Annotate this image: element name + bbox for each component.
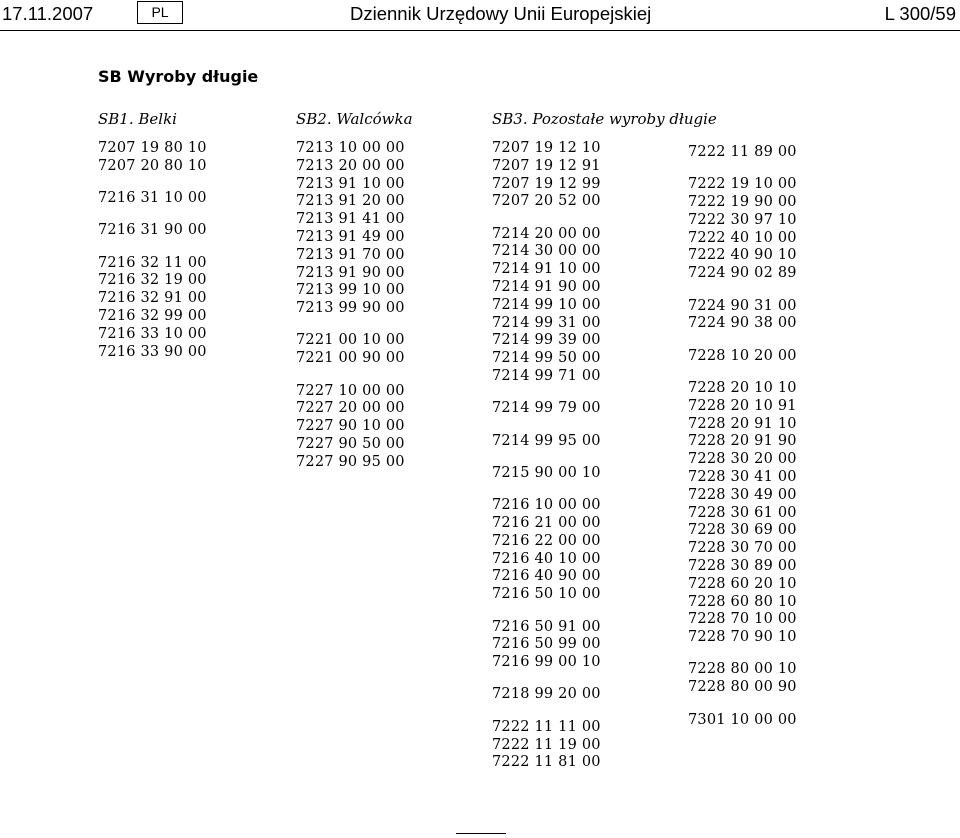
code-item: 7214 99 95 00	[492, 432, 601, 449]
code-item: 7227 90 95 00	[296, 453, 405, 470]
code-item: 7222 40 90 10	[688, 247, 797, 264]
code-list	[296, 140, 413, 472]
column-heading: SB3. Pozostałe wyroby długie	[492, 110, 717, 128]
code-item: 7214 30 00 00	[492, 243, 601, 260]
code-item: 7213 20 00 00	[296, 157, 405, 174]
code-item: 7214 99 50 00	[492, 350, 601, 367]
code-item: 7228 30 70 00	[688, 540, 797, 557]
code-item: 7216 40 10 00	[492, 550, 601, 567]
code-item: 7207 19 12 91	[492, 157, 601, 174]
column-sb2	[296, 110, 413, 472]
code-item: 7218 99 20 00	[492, 686, 601, 703]
code-item: 7213 91 41 00	[296, 211, 405, 228]
code-item: 7228 70 10 00	[688, 611, 797, 628]
code-item: 7207 20 52 00	[492, 193, 601, 210]
code-item: 7222 11 89 00	[688, 144, 797, 160]
code-item: 7216 33 10 00	[98, 325, 207, 342]
code-item: 7216 22 00 00	[492, 532, 601, 549]
code-item: 7216 32 91 00	[98, 290, 207, 307]
code-list	[98, 140, 207, 361]
code-item: 7228 30 49 00	[688, 486, 797, 503]
code-item: 7214 99 10 00	[492, 296, 601, 313]
code-item: 7228 20 91 10	[688, 415, 797, 432]
code-item: 7216 99 00 10	[492, 654, 601, 671]
code-item: 7228 20 91 90	[688, 433, 797, 450]
code-item: 7213 91 10 00	[296, 175, 405, 192]
journal-title: Dziennik Urzędowy Unii Europejskiej	[350, 3, 652, 24]
code-item: 7213 99 90 00	[296, 300, 405, 317]
code-item: 7216 50 99 00	[492, 636, 601, 653]
code-item: 7207 19 12 10	[492, 140, 601, 156]
page-number: L 300/59	[884, 3, 956, 24]
column-heading: SB2. Walcówka	[296, 110, 413, 128]
code-item: 7228 10 20 00	[688, 347, 797, 364]
code-list	[492, 140, 717, 772]
code-item: 7228 70 90 10	[688, 629, 797, 646]
column-sb3	[492, 110, 717, 772]
code-item: 7216 50 10 00	[492, 586, 601, 603]
section-title: SB Wyroby długie	[98, 67, 259, 86]
code-item: 7228 60 80 10	[688, 593, 797, 610]
code-item: 7228 30 69 00	[688, 522, 797, 539]
code-item: 7214 99 31 00	[492, 314, 601, 331]
code-item: 7222 19 10 00	[688, 176, 797, 193]
column-sb3-continued	[688, 144, 797, 729]
code-item: 7213 91 90 00	[296, 264, 405, 281]
code-item: 7216 50 91 00	[492, 618, 601, 635]
code-item: 7228 80 00 10	[688, 661, 797, 678]
code-item: 7214 99 39 00	[492, 332, 601, 349]
code-item: 7227 90 10 00	[296, 418, 405, 435]
code-item: 7207 19 80 10	[98, 140, 207, 156]
code-item: 7222 40 10 00	[688, 229, 797, 246]
header-rule	[0, 30, 960, 31]
code-item: 7228 30 61 00	[688, 504, 797, 521]
code-item: 7228 60 20 10	[688, 575, 797, 592]
column-sb1	[98, 110, 207, 361]
code-item: 7213 91 20 00	[296, 193, 405, 210]
code-item: 7224 90 31 00	[688, 297, 797, 314]
code-item: 7216 32 99 00	[98, 308, 207, 325]
code-item: 7228 20 10 10	[688, 379, 797, 396]
code-item: 7222 11 81 00	[492, 754, 601, 771]
code-item: 7224 90 38 00	[688, 315, 797, 332]
code-item: 7214 99 71 00	[492, 368, 601, 385]
code-item: 7216 32 19 00	[98, 272, 207, 289]
code-item: 7216 32 11 00	[98, 254, 207, 271]
code-item: 7214 91 90 00	[492, 279, 601, 296]
code-item: 7216 10 00 00	[492, 497, 601, 514]
code-item: 7216 31 10 00	[98, 190, 207, 207]
code-item: 7227 20 00 00	[296, 400, 405, 417]
code-item: 7228 20 10 91	[688, 397, 797, 414]
page-header	[0, 0, 960, 32]
footer-rule	[456, 833, 506, 834]
code-item: 7207 20 80 10	[98, 157, 207, 174]
code-item: 7213 10 00 00	[296, 140, 405, 156]
code-item: 7221 00 90 00	[296, 350, 405, 367]
code-item: 7222 11 11 00	[492, 718, 601, 735]
language-badge: PL	[137, 1, 183, 24]
code-item: 7228 30 89 00	[688, 557, 797, 574]
code-item: 7213 99 10 00	[296, 282, 405, 299]
column-heading: SB1. Belki	[98, 110, 177, 128]
code-item: 7213 91 49 00	[296, 228, 405, 245]
code-item: 7228 30 41 00	[688, 468, 797, 485]
code-item: 7222 19 90 00	[688, 194, 797, 211]
code-item: 7301 10 00 00	[688, 711, 797, 728]
code-item: 7216 40 90 00	[492, 568, 601, 585]
code-item: 7222 11 19 00	[492, 736, 601, 753]
code-list	[688, 144, 797, 729]
code-item: 7224 90 02 89	[688, 265, 797, 282]
code-item: 7222 30 97 10	[688, 211, 797, 228]
code-item: 7216 33 90 00	[98, 343, 207, 360]
code-item: 7215 90 00 10	[492, 464, 601, 481]
code-item: 7214 91 10 00	[492, 261, 601, 278]
code-item: 7214 99 79 00	[492, 400, 601, 417]
code-item: 7227 90 50 00	[296, 435, 405, 452]
code-item: 7213 91 70 00	[296, 246, 405, 263]
code-item: 7216 31 90 00	[98, 222, 207, 239]
code-item: 7216 21 00 00	[492, 515, 601, 532]
code-item: 7221 00 10 00	[296, 332, 405, 349]
code-item: 7227 10 00 00	[296, 382, 405, 399]
header-date: 17.11.2007	[2, 3, 94, 24]
code-item: 7228 80 00 90	[688, 679, 797, 696]
code-item: 7207 19 12 99	[492, 175, 601, 192]
code-item: 7214 20 00 00	[492, 225, 601, 242]
code-item: 7228 30 20 00	[688, 451, 797, 468]
